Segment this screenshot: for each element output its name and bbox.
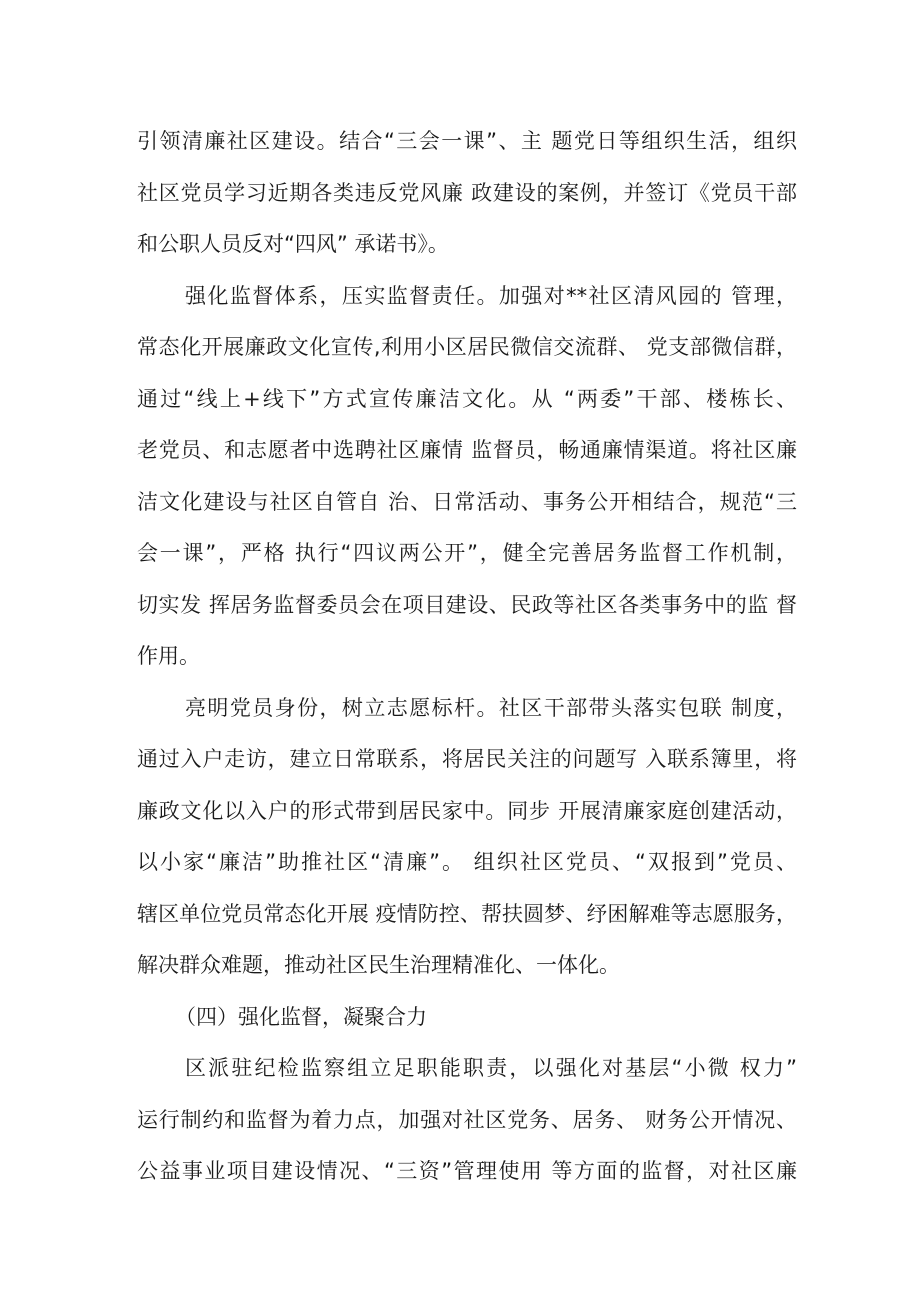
text-line: 引领清廉社区建设。结合“三会一课”、主 题党日等组织生活，组织 — [137, 129, 797, 153]
text-line: 以小家“廉洁”助推社区“清廉”。 组织社区党员、“双报到”党员、 — [137, 850, 797, 874]
text-line: 强化监督体系，压实监督责任。加强对**社区清风园的 管理， — [185, 284, 797, 308]
text-line: 会一课”，严格 执行“四议两公开”，健全完善居务监督工作机制， — [137, 541, 797, 565]
text-line: 作用。 — [137, 644, 200, 668]
text-line: 和公职人员反对“四风” 承诺书》。 — [137, 232, 449, 256]
text-line: 通过“线上+线下”方式宣传廉洁文化。从 “两委”干部、楼栋长、 — [137, 387, 797, 411]
text-line: 解决群众难题，推动社区民生治理精准化、一体化。 — [137, 953, 620, 977]
text-line: 社区党员学习近期各类违反党风廉 政建设的案例，并签订《党员干部 — [137, 181, 797, 205]
text-line: 辖区单位党员常态化开展 疫情防控、帮扶圆梦、纾困解难等志愿服务， — [137, 902, 797, 926]
text-line: 老党员、和志愿者中选聘社区廉情 监督员，畅通廉情渠道。将社区廉 — [137, 438, 797, 462]
text-line: 通过入户走访，建立日常联系，将居民关注的问题写 入联系簿里，将 — [137, 747, 797, 771]
text-line: 洁文化建设与社区自管自 治、日常活动、事务公开相结合，规范“三 — [137, 490, 797, 514]
text-line: 运行制约和监督为着力点，加强对社区党务、居务、 财务公开情况、 — [137, 1108, 797, 1132]
text-line: 区派驻纪检监察组立足职能职责，以强化对基层“小微 权力” — [185, 1056, 797, 1080]
text-line: 切实发 挥居务监督委员会在项目建设、民政等社区各类事务中的监 督 — [137, 593, 797, 617]
section-heading: （四）强化监督，凝聚合力 — [175, 1005, 427, 1029]
text-line: 常态化开展廉政文化宣传,利用小区居民微信交流群、 党支部微信群， — [137, 335, 797, 359]
text-line: 廉政文化以入户的形式带到居民家中。同步 开展清廉家庭创建活动， — [137, 799, 797, 823]
text-line: 亮明党员身份，树立志愿标杆。社区干部带头落实包联 制度， — [185, 696, 797, 720]
text-line: 公益事业项目建设情况、“三资”管理使用 等方面的监督，对社区廉 — [137, 1159, 797, 1183]
